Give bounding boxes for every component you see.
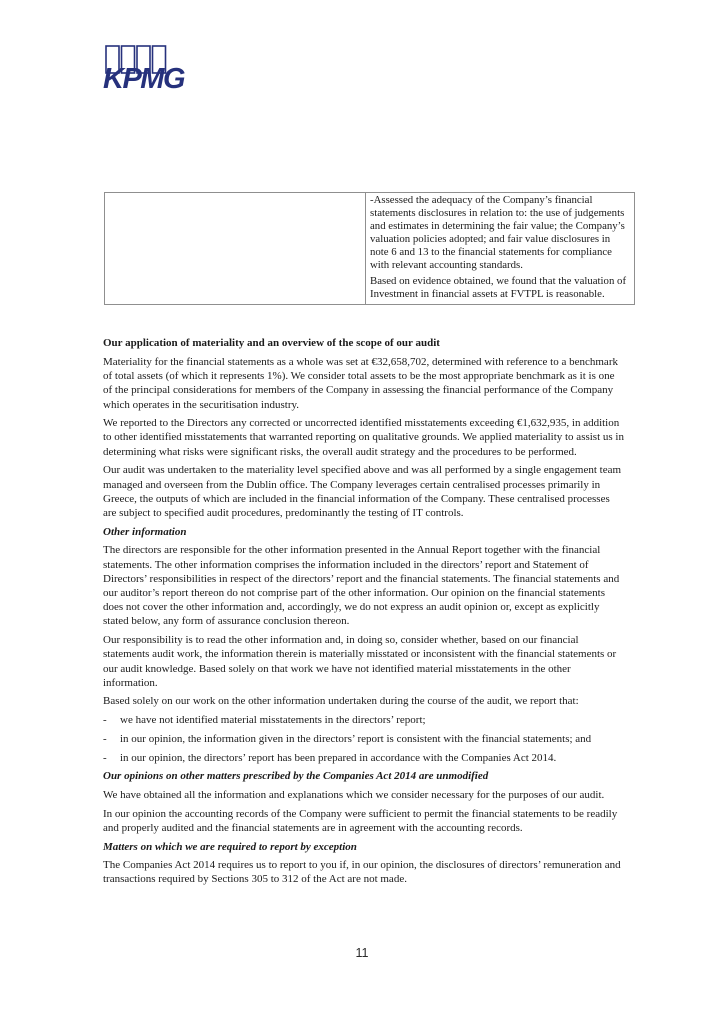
- para-report-intro: Based solely on our work on the other information undertaken during the course of the audit, we report that:: [103, 695, 579, 708]
- table-cell-empty: [105, 193, 366, 305]
- kpmg-logo-icon: [103, 45, 193, 93]
- section-heading-materiality: Our application of materiality and an overview of the scope of our audit: [103, 337, 440, 350]
- bullet-dash: -: [103, 714, 107, 727]
- para-materiality-benchmark: Materiality for the financial statements as a whole was set at €32,658,702, determined with reference to a benchmark of total assets (of which it represents 1%). We consider total assets to be the most appropriate benchmark as it is one of the principal considerations for members of the Company in assessing the financial performance of the Company which operates in the securitisation industry.: [103, 355, 618, 411]
- bullet-dash: -: [103, 751, 107, 764]
- bullet-item: [103, 732, 624, 746]
- bullet-text: in our opinion, the directors’ report has been prepared in accordance with the Companies Act 2014.: [120, 751, 557, 764]
- para-other-information-responsibility: The directors are responsible for the other information presented in the Annual Report together with the financial statements. The other information comprises the information included in the directors’ report and Statement of Directors’ responsibilities in respect of the directors’ report and the financial statements. The financial statements and our auditor’s report thereon do not comprise part of the other information. Our opinion on the financial statements does not cover the other information and, accordingly, we do not express an audit opinion or, except as explicitly stated below, any form of assurance conclusion thereon.: [103, 544, 620, 628]
- section-heading-other-matters: Our opinions on other matters prescribed by the Companies Act 2014 are unmodified: [103, 770, 489, 783]
- kpmg-logo-text: KPMG: [103, 63, 184, 95]
- para-audit-scope: Our audit was undertaken to the materiality level specified above and was all performed by a single engagement team managed and overseen from the Dublin office. The Company leverages certain centralised processes primarily in Greece, the outputs of which are included in the financial information of the Company. These centralised processes are subject to specified audit procedures, predominantly the testing of IT controls.: [103, 464, 622, 519]
- section-heading-other-information: Other information: [103, 525, 187, 538]
- document-content: [103, 192, 627, 891]
- table-findings-conclusion: Based on evidence obtained, we found that the valuation of Investment in financial assets at FVTPL is reasonable.: [370, 275, 627, 301]
- bullet-item: [103, 713, 624, 727]
- key-audit-matter-table: [104, 192, 635, 305]
- report-body: [103, 336, 624, 886]
- bullet-dash: -: [103, 732, 107, 745]
- section-heading-report-by-exception: Matters on which we are required to report by exception: [103, 840, 357, 853]
- para-misstatements-threshold: We reported to the Directors any corrected or uncorrected identified misstatements exceeding €1,632,935, in addition to other identified misstatements that warranted reporting on qualitative grounds. We applied materiality to assist us in determining what risks were significant risks, the overall audit strategy and the procedures to be performed.: [103, 417, 624, 458]
- bullet-text: we have not identified material misstatements in the directors’ report;: [120, 714, 426, 727]
- para-our-responsibility: Our responsibility is to read the other information and, in doing so, consider whether, based on our financial statements audit work, the information therein is materially misstated or inconsistent with the financial statements or our audit knowledge. Based solely on that work we have not identified material misstatements in the other information.: [103, 634, 617, 689]
- table-findings-procedures: -Assessed the adequacy of the Company’s financial statements disclosures in relation to: the use of judgements and estimates in determining the fair value; the Company’s valuation policies adopted; and fair value disclosures in note 6 and 13 to the financial statements for compliance with relevant accounting standards.: [370, 194, 625, 271]
- para-information-obtained: We have obtained all the information and explanations which we consider necessary for the purposes of our audit.: [103, 788, 605, 801]
- para-companies-act-requirement: The Companies Act 2014 requires us to report to you if, in our opinion, the disclosures of directors’ remuneration and transactions required by Sections 305 to 312 of the Act are not made.: [103, 859, 621, 886]
- table-cell-findings: [366, 193, 635, 305]
- kpmg-logo: [103, 45, 193, 93]
- para-accounting-records: In our opinion the accounting records of the Company were sufficient to permit the financial statements to be readily and properly audited and the financial statements are in agreement with the accounting records.: [103, 807, 618, 834]
- table-row: [105, 193, 635, 305]
- page-number: 11: [355, 946, 369, 960]
- bullet-item: [103, 751, 624, 765]
- bullet-text: in our opinion, the information given in the directors’ report is consistent with the financial statements; and: [120, 732, 592, 745]
